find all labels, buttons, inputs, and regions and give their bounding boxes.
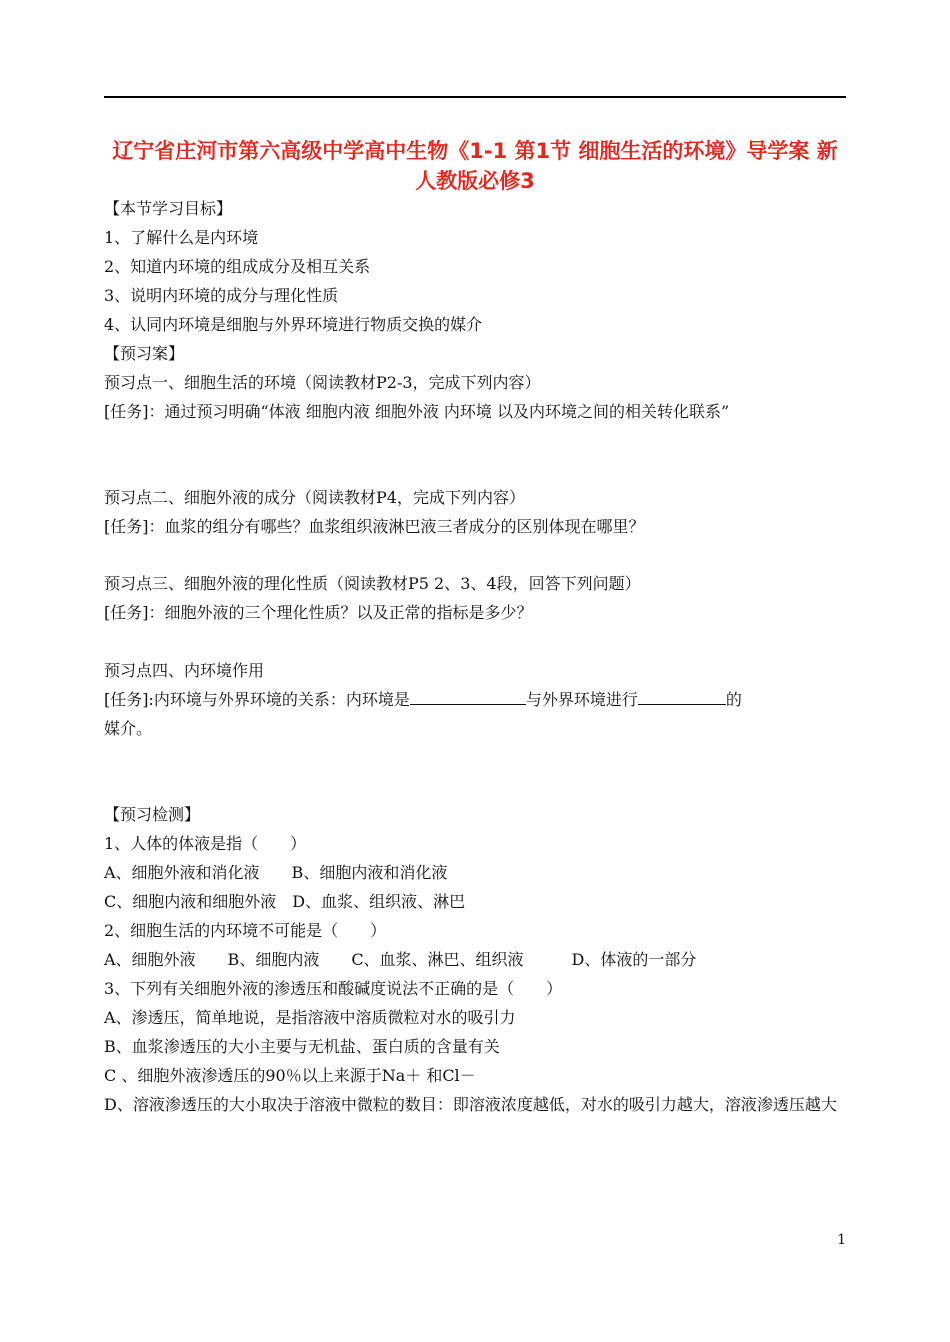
question-1-options-ab: A、细胞外液和消化液 B、细胞内液和消化液: [104, 863, 448, 882]
preview-point-3: 预习点三、细胞外液的理化性质（阅读教材P5 2、3、4段，回答下列问题）: [104, 574, 641, 593]
goals-heading: 【本节学习目标】: [104, 199, 233, 218]
task-4-text-a: [任务]:内环境与外界环境的关系：内环境是: [104, 690, 410, 709]
preview-point-4: 预习点四、内环境作用: [104, 661, 265, 680]
question-3-option-d: D、溶液渗透压的大小取决于溶液中微粒的数目：即溶液浓度越低，对水的吸引力越大，溶液渗透压越大: [104, 1095, 837, 1114]
fill-blank-2[interactable]: [638, 686, 726, 705]
goal-item: 4、认同内环境是细胞与外界环境进行物质交换的媒介: [104, 315, 483, 334]
page-number: 1: [837, 1232, 846, 1248]
goal-item: 2、知道内环境的组成成分及相互关系: [104, 257, 371, 276]
header-rule: [104, 96, 846, 98]
quiz-heading: 【预习检测】: [104, 805, 201, 824]
preview-task-4-cont: 媒介。: [104, 719, 153, 738]
preview-task-1: [任务]：通过预习明确“体液 细胞内液 细胞外液 内环境 以及内环境之间的相关转化联系”: [104, 402, 730, 421]
question-3-option-c: C 、细胞外液渗透压的90％以上来源于Na＋ 和Cl－: [104, 1066, 476, 1085]
question-2-options: A、细胞外液 B、细胞内液 C、血浆、淋巴、组织液 D、体液的一部分: [104, 950, 697, 969]
question-3-option-b: B、血浆渗透压的大小主要与无机盐、蛋白质的含量有关: [104, 1037, 500, 1056]
preview-heading: 【预习案】: [104, 344, 185, 363]
preview-task-4: [104, 685, 850, 714]
question-3-option-a: A、渗透压，简单地说，是指溶液中溶质微粒对水的吸引力: [104, 1008, 516, 1027]
goal-item: 3、说明内环境的成分与理化性质: [104, 286, 339, 305]
preview-task-2: [任务]：血浆的组分有哪些？血浆组织液淋巴液三者成分的区别体现在哪里？: [104, 517, 645, 536]
fill-blank-1[interactable]: [410, 686, 526, 705]
preview-point-2: 预习点二、细胞外液的成分（阅读教材P4，完成下列内容）: [104, 488, 525, 507]
task-4-text-b: 与外界环境进行: [525, 690, 638, 709]
preview-point-1: 预习点一、细胞生活的环境（阅读教材P2-3，完成下列内容）: [104, 373, 541, 392]
question-1-options-cd: C、细胞内液和细胞外液 D、血浆、组织液、淋巴: [104, 892, 466, 911]
preview-task-3: [任务]：细胞外液的三个理化性质？以及正常的指标是多少？: [104, 603, 533, 622]
document-title: 辽宁省庄河市第六高级中学高中生物《1-1 第1节 细胞生活的环境》导学案 新人教版必修3: [112, 139, 838, 193]
question-1: 1、人体的体液是指（ ）: [104, 834, 307, 853]
question-3: 3、下列有关细胞外液的渗透压和酸碱度说法不正确的是（ ）: [104, 979, 563, 998]
goal-item: 1、了解什么是内环境: [104, 228, 259, 247]
task-4-text-c: 的: [725, 690, 742, 709]
question-2: 2、细胞生活的内环境不可能是（ ）: [104, 921, 387, 940]
